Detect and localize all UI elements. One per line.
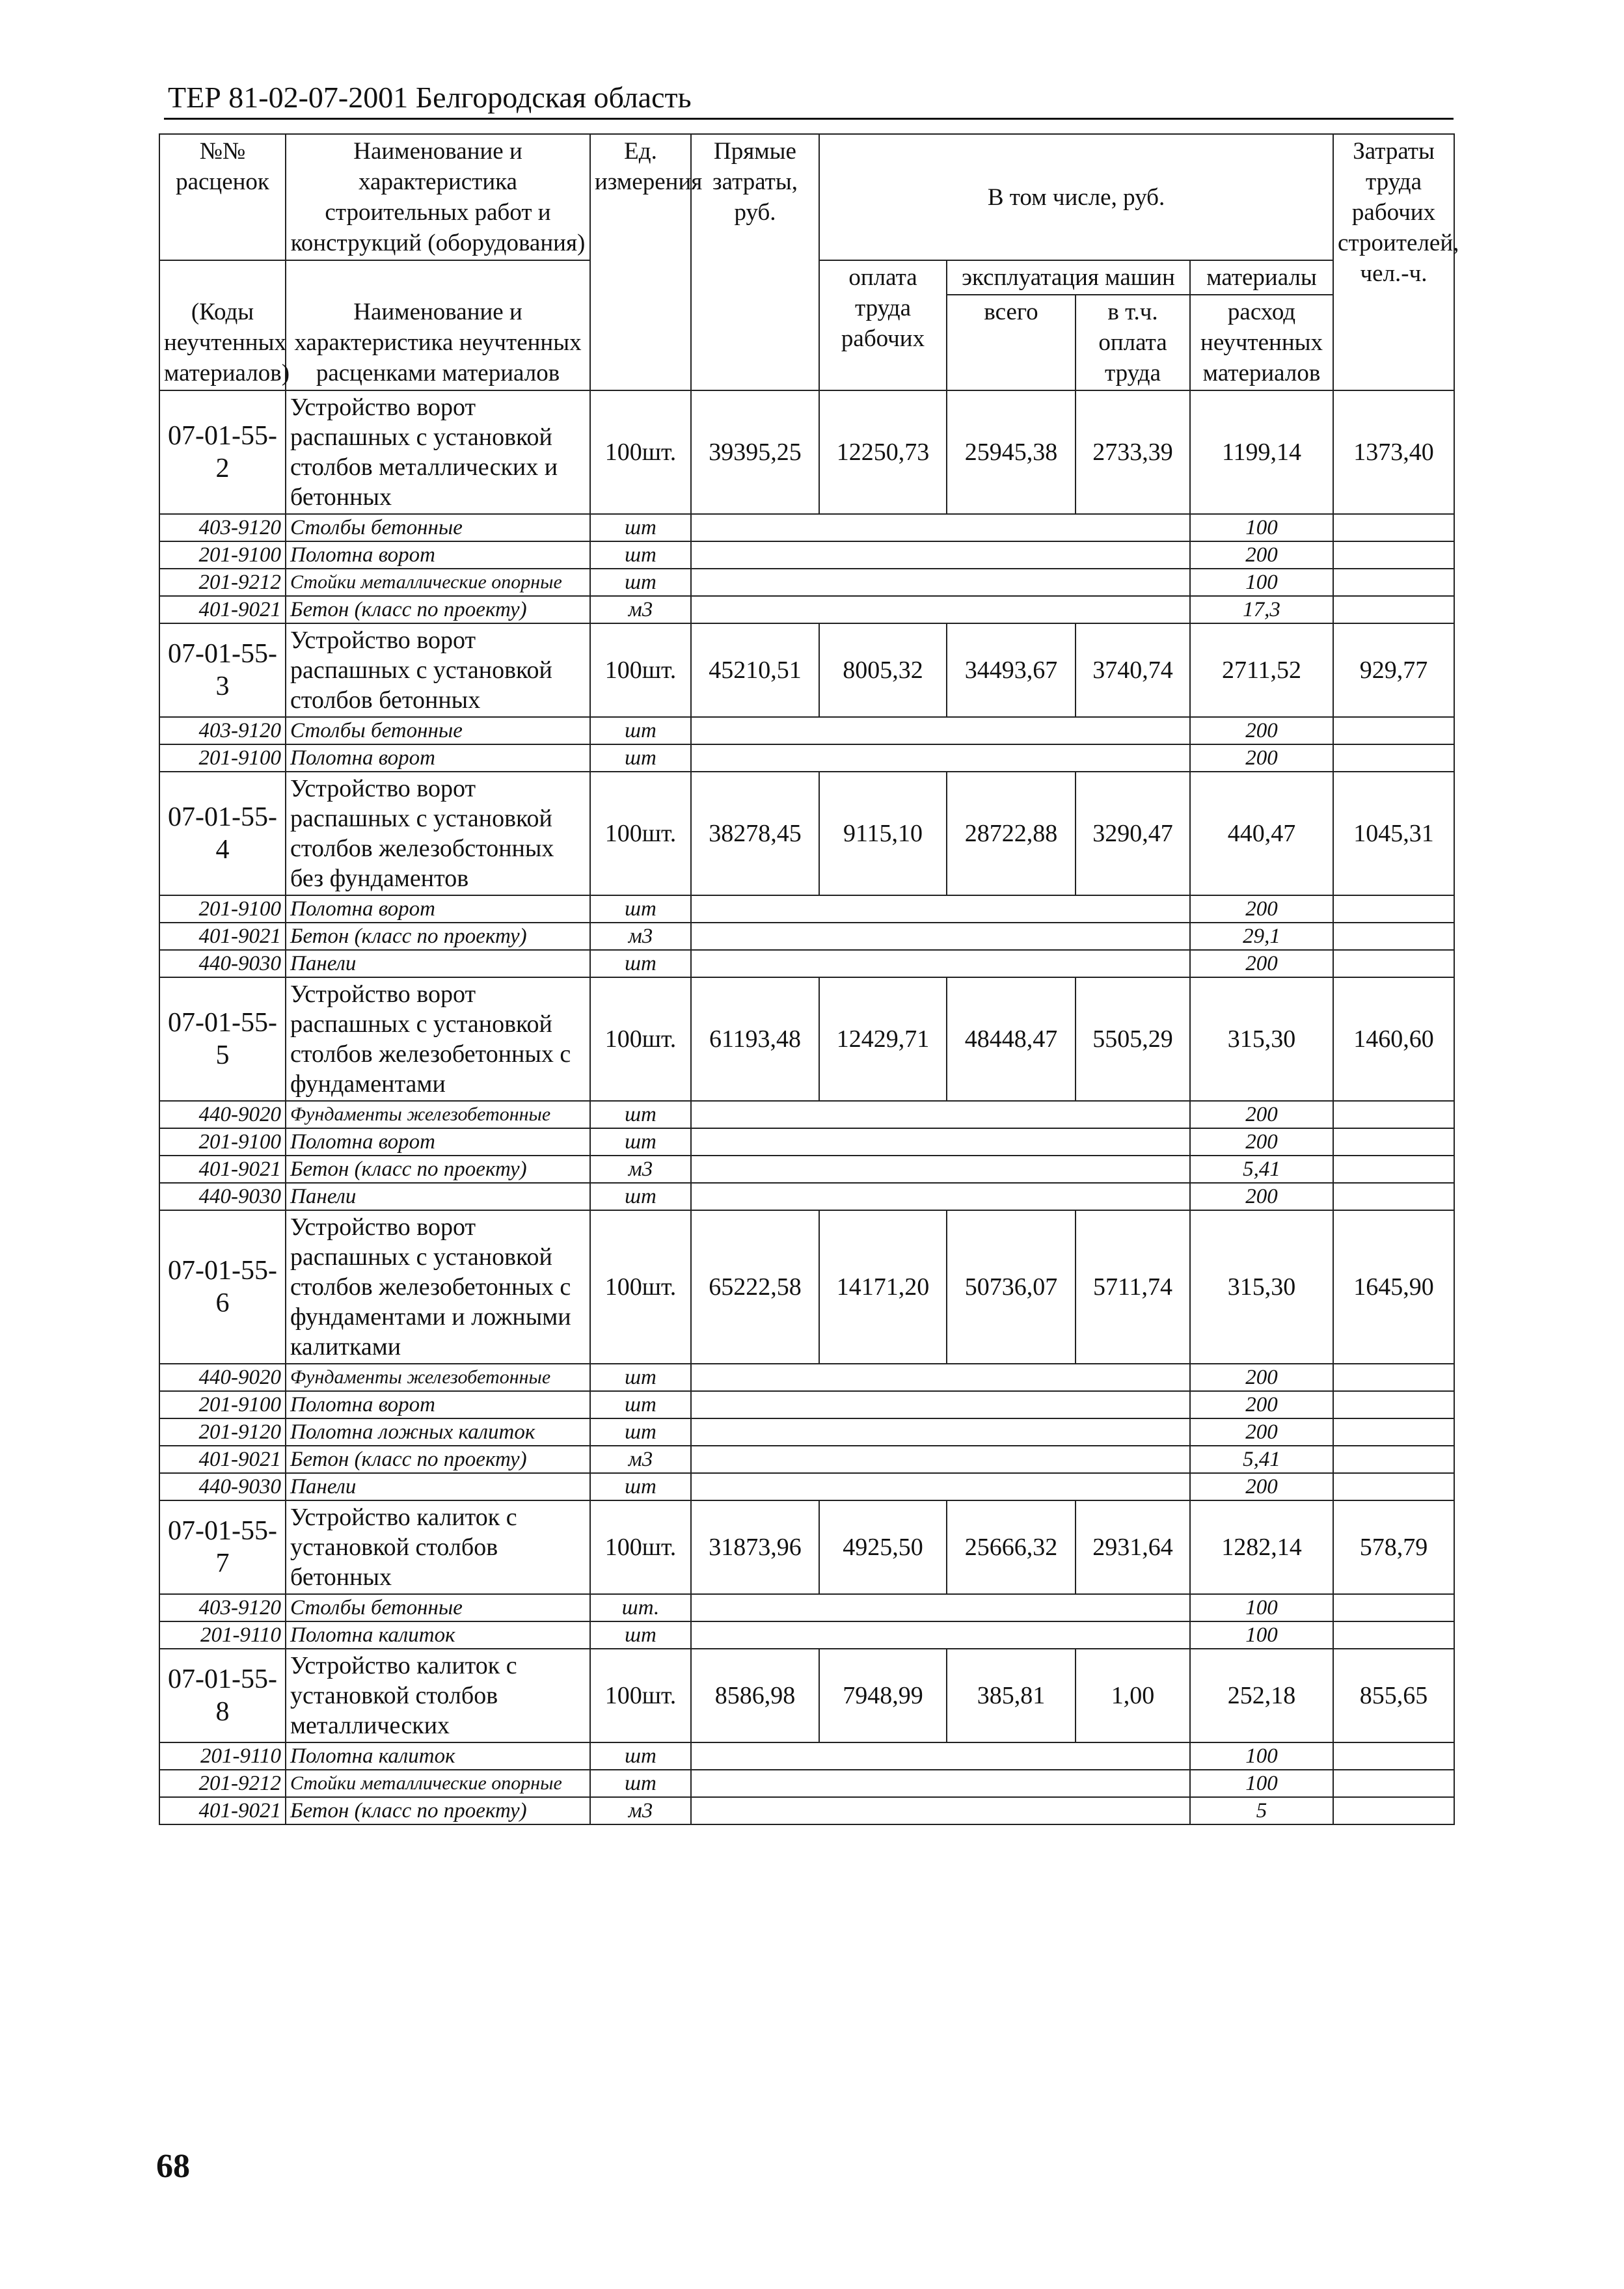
material-qty: 5 bbox=[1190, 1797, 1333, 1824]
work-name: Устройство ворот распашных с установкой столбов железобетонных с фундаментами bbox=[286, 977, 590, 1101]
rate-row bbox=[159, 1500, 1454, 1594]
machines-total: 48448,47 bbox=[947, 977, 1076, 1101]
material-hours-blank bbox=[1333, 1418, 1454, 1446]
material-code: 201-9212 bbox=[159, 1770, 286, 1797]
material-code: 201-9100 bbox=[159, 895, 286, 923]
material-qty: 100 bbox=[1190, 1594, 1333, 1621]
material-name: Полотна ворот bbox=[286, 1128, 590, 1156]
material-name: Полотна ворот bbox=[286, 1391, 590, 1418]
material-unit: шт bbox=[590, 1183, 691, 1210]
work-name: Устройство калиток с установкой столбов металлических bbox=[286, 1649, 590, 1742]
material-row bbox=[159, 1101, 1454, 1128]
material-code: 403-9120 bbox=[159, 514, 286, 541]
material-blank bbox=[691, 744, 1190, 772]
rate-code: 07-01-55-2 bbox=[159, 390, 286, 514]
material-unit: шт bbox=[590, 950, 691, 977]
material-blank bbox=[691, 1183, 1190, 1210]
header-name: Наименование и характеристика строительных работ и конструкций (оборудования) bbox=[286, 134, 590, 260]
material-unit: м3 bbox=[590, 1156, 691, 1183]
machines-wage: 2931,64 bbox=[1076, 1500, 1190, 1594]
material-code: 440-9030 bbox=[159, 1183, 286, 1210]
labor-hours: 1373,40 bbox=[1333, 390, 1454, 514]
material-unit: шт bbox=[590, 895, 691, 923]
material-blank bbox=[691, 1621, 1190, 1649]
material-hours-blank bbox=[1333, 1594, 1454, 1621]
header-including: В том числе, руб. bbox=[819, 134, 1333, 260]
unit: 100шт. bbox=[590, 1649, 691, 1742]
header-machines-total: всего bbox=[947, 295, 1076, 390]
material-unit: шт bbox=[590, 744, 691, 772]
header-code: №№ расценок bbox=[159, 134, 286, 260]
material-unit: шт bbox=[590, 1391, 691, 1418]
material-code: 440-9020 bbox=[159, 1101, 286, 1128]
material-qty: 200 bbox=[1190, 1128, 1333, 1156]
material-qty: 17,3 bbox=[1190, 596, 1333, 623]
material-hours-blank bbox=[1333, 1446, 1454, 1473]
material-blank bbox=[691, 541, 1190, 569]
material-blank bbox=[691, 895, 1190, 923]
material-row bbox=[159, 1770, 1454, 1797]
material-blank bbox=[691, 596, 1190, 623]
material-row bbox=[159, 596, 1454, 623]
direct-costs: 65222,58 bbox=[691, 1210, 819, 1364]
material-name: Стойки металлические опорные bbox=[286, 1770, 590, 1797]
material-blank bbox=[691, 514, 1190, 541]
material-code: 201-9110 bbox=[159, 1621, 286, 1649]
material-qty: 200 bbox=[1190, 950, 1333, 977]
material-unit: шт bbox=[590, 1770, 691, 1797]
direct-costs: 45210,51 bbox=[691, 623, 819, 717]
material-hours-blank bbox=[1333, 1770, 1454, 1797]
material-hours-blank bbox=[1333, 514, 1454, 541]
material-qty: 200 bbox=[1190, 1183, 1333, 1210]
material-row bbox=[159, 514, 1454, 541]
material-row bbox=[159, 1128, 1454, 1156]
material-code: 403-9120 bbox=[159, 717, 286, 744]
unit: 100шт. bbox=[590, 977, 691, 1101]
materials-cost: 2711,52 bbox=[1190, 623, 1333, 717]
machines-total: 34493,67 bbox=[947, 623, 1076, 717]
material-name: Столбы бетонные bbox=[286, 514, 590, 541]
material-row bbox=[159, 1594, 1454, 1621]
material-blank bbox=[691, 1391, 1190, 1418]
material-code: 401-9021 bbox=[159, 1156, 286, 1183]
materials-cost: 1282,14 bbox=[1190, 1500, 1333, 1594]
material-code: 201-9110 bbox=[159, 1742, 286, 1770]
material-unit: шт bbox=[590, 1101, 691, 1128]
material-qty: 29,1 bbox=[1190, 923, 1333, 950]
labor-cost: 7948,99 bbox=[819, 1649, 947, 1742]
material-blank bbox=[691, 1128, 1190, 1156]
material-qty: 5,41 bbox=[1190, 1156, 1333, 1183]
material-row bbox=[159, 1797, 1454, 1824]
material-name: Полотна ложных калиток bbox=[286, 1418, 590, 1446]
material-blank bbox=[691, 1156, 1190, 1183]
material-unit: м3 bbox=[590, 1446, 691, 1473]
header-unit: Ед. измерения bbox=[590, 134, 691, 390]
header-materials: материалы bbox=[1190, 260, 1333, 295]
material-unit: шт bbox=[590, 1128, 691, 1156]
labor-hours: 578,79 bbox=[1333, 1500, 1454, 1594]
material-unit: шт bbox=[590, 569, 691, 596]
material-name: Столбы бетонные bbox=[286, 717, 590, 744]
header-labor-cost: оплата труда рабочих bbox=[819, 260, 947, 390]
material-qty: 200 bbox=[1190, 1364, 1333, 1391]
materials-cost: 315,30 bbox=[1190, 977, 1333, 1101]
material-hours-blank bbox=[1333, 895, 1454, 923]
material-name: Бетон (класс по проекту) bbox=[286, 1797, 590, 1824]
material-name: Бетон (класс по проекту) bbox=[286, 1156, 590, 1183]
material-hours-blank bbox=[1333, 596, 1454, 623]
machines-total: 385,81 bbox=[947, 1649, 1076, 1742]
material-hours-blank bbox=[1333, 1742, 1454, 1770]
material-unit: шт. bbox=[590, 1594, 691, 1621]
material-hours-blank bbox=[1333, 1391, 1454, 1418]
header-material-name: Наименование и характеристика неучтенных расценками материалов bbox=[286, 260, 590, 390]
material-blank bbox=[691, 1364, 1190, 1391]
material-code: 201-9100 bbox=[159, 541, 286, 569]
material-row bbox=[159, 895, 1454, 923]
material-blank bbox=[691, 717, 1190, 744]
materials-cost: 315,30 bbox=[1190, 1210, 1333, 1364]
rate-code: 07-01-55-7 bbox=[159, 1500, 286, 1594]
material-qty: 200 bbox=[1190, 717, 1333, 744]
material-hours-blank bbox=[1333, 717, 1454, 744]
material-name: Бетон (класс по проекту) bbox=[286, 923, 590, 950]
material-code: 401-9021 bbox=[159, 1797, 286, 1824]
materials-cost: 440,47 bbox=[1190, 772, 1333, 895]
material-blank bbox=[691, 1446, 1190, 1473]
machines-total: 28722,88 bbox=[947, 772, 1076, 895]
material-qty: 100 bbox=[1190, 1770, 1333, 1797]
material-row bbox=[159, 1391, 1454, 1418]
material-code: 403-9120 bbox=[159, 1594, 286, 1621]
material-name: Бетон (класс по проекту) bbox=[286, 1446, 590, 1473]
material-qty: 100 bbox=[1190, 569, 1333, 596]
material-name: Полотна калиток bbox=[286, 1621, 590, 1649]
material-name: Фундаменты железобетонные bbox=[286, 1364, 590, 1391]
material-qty: 100 bbox=[1190, 1742, 1333, 1770]
price-table bbox=[159, 133, 1459, 1825]
rate-code: 07-01-55-8 bbox=[159, 1649, 286, 1742]
material-qty: 200 bbox=[1190, 1101, 1333, 1128]
labor-cost: 12429,71 bbox=[819, 977, 947, 1101]
rate-row bbox=[159, 977, 1454, 1101]
material-unit: шт bbox=[590, 1418, 691, 1446]
machines-wage: 5505,29 bbox=[1076, 977, 1190, 1101]
material-unit: м3 bbox=[590, 923, 691, 950]
materials-cost: 252,18 bbox=[1190, 1649, 1333, 1742]
page-header: ТЕР 81-02-07-2001 Белгородская область bbox=[168, 81, 692, 114]
material-code: 401-9021 bbox=[159, 923, 286, 950]
rate-code: 07-01-55-4 bbox=[159, 772, 286, 895]
material-row bbox=[159, 1364, 1454, 1391]
materials-cost: 1199,14 bbox=[1190, 390, 1333, 514]
machines-total: 50736,07 bbox=[947, 1210, 1076, 1364]
rate-row bbox=[159, 772, 1454, 895]
material-unit: м3 bbox=[590, 596, 691, 623]
work-name: Устройство ворот распашных с установкой столбов бетонных bbox=[286, 623, 590, 717]
work-name: Устройство ворот распашных с установкой столбов металлических и бетонных bbox=[286, 390, 590, 514]
material-hours-blank bbox=[1333, 1364, 1454, 1391]
material-code: 201-9100 bbox=[159, 1391, 286, 1418]
material-qty: 100 bbox=[1190, 1621, 1333, 1649]
material-hours-blank bbox=[1333, 923, 1454, 950]
material-unit: шт bbox=[590, 541, 691, 569]
material-blank bbox=[691, 950, 1190, 977]
work-name: Устройство калиток с установкой столбов бетонных bbox=[286, 1500, 590, 1594]
material-row bbox=[159, 950, 1454, 977]
material-blank bbox=[691, 1101, 1190, 1128]
material-name: Полотна ворот bbox=[286, 744, 590, 772]
material-hours-blank bbox=[1333, 1156, 1454, 1183]
labor-hours: 1045,31 bbox=[1333, 772, 1454, 895]
material-qty: 200 bbox=[1190, 1391, 1333, 1418]
material-row bbox=[159, 717, 1454, 744]
material-row bbox=[159, 923, 1454, 950]
material-blank bbox=[691, 1473, 1190, 1500]
material-name: Полотна ворот bbox=[286, 895, 590, 923]
material-name: Фундаменты железобетонные bbox=[286, 1101, 590, 1128]
rate-code: 07-01-55-5 bbox=[159, 977, 286, 1101]
material-code: 440-9020 bbox=[159, 1364, 286, 1391]
unit: 100шт. bbox=[590, 623, 691, 717]
machines-wage: 3290,47 bbox=[1076, 772, 1190, 895]
material-blank bbox=[691, 1594, 1190, 1621]
material-name: Панели bbox=[286, 950, 590, 977]
direct-costs: 38278,45 bbox=[691, 772, 819, 895]
page-number: 68 bbox=[156, 2148, 190, 2185]
material-hours-blank bbox=[1333, 1473, 1454, 1500]
direct-costs: 8586,98 bbox=[691, 1649, 819, 1742]
unit: 100шт. bbox=[590, 1500, 691, 1594]
labor-cost: 9115,10 bbox=[819, 772, 947, 895]
machines-wage: 3740,74 bbox=[1076, 623, 1190, 717]
material-qty: 200 bbox=[1190, 541, 1333, 569]
labor-hours: 1460,60 bbox=[1333, 977, 1454, 1101]
material-blank bbox=[691, 1797, 1190, 1824]
material-qty: 200 bbox=[1190, 895, 1333, 923]
material-unit: м3 bbox=[590, 1797, 691, 1824]
header-labor-hours: Затраты труда рабочих строителей, чел.-ч. bbox=[1333, 134, 1454, 390]
material-name: Панели bbox=[286, 1473, 590, 1500]
price-table-body bbox=[159, 134, 1459, 1824]
material-name: Бетон (класс по проекту) bbox=[286, 596, 590, 623]
material-row bbox=[159, 1446, 1454, 1473]
header-material-qty: расход неучтенных материалов bbox=[1190, 295, 1333, 390]
header-row-1 bbox=[159, 134, 1454, 260]
material-blank bbox=[691, 1742, 1190, 1770]
material-unit: шт bbox=[590, 1742, 691, 1770]
material-name: Столбы бетонные bbox=[286, 1594, 590, 1621]
material-code: 201-9100 bbox=[159, 1128, 286, 1156]
material-code: 201-9100 bbox=[159, 744, 286, 772]
material-row bbox=[159, 1621, 1454, 1649]
rate-row bbox=[159, 1210, 1454, 1364]
rate-row bbox=[159, 623, 1454, 717]
material-name: Панели bbox=[286, 1183, 590, 1210]
material-code: 440-9030 bbox=[159, 1473, 286, 1500]
labor-hours: 929,77 bbox=[1333, 623, 1454, 717]
header-rule bbox=[164, 118, 1454, 120]
material-hours-blank bbox=[1333, 1621, 1454, 1649]
material-row bbox=[159, 744, 1454, 772]
rate-code: 07-01-55-6 bbox=[159, 1210, 286, 1364]
machines-wage: 2733,39 bbox=[1076, 390, 1190, 514]
material-qty: 5,41 bbox=[1190, 1446, 1333, 1473]
material-blank bbox=[691, 1770, 1190, 1797]
labor-hours: 1645,90 bbox=[1333, 1210, 1454, 1364]
header-material-code: (Коды неучтенных материалов) bbox=[159, 260, 286, 390]
machines-wage: 5711,74 bbox=[1076, 1210, 1190, 1364]
material-hours-blank bbox=[1333, 569, 1454, 596]
material-name: Полотна ворот bbox=[286, 541, 590, 569]
material-unit: шт bbox=[590, 514, 691, 541]
material-blank bbox=[691, 569, 1190, 596]
material-row bbox=[159, 1156, 1454, 1183]
labor-cost: 4925,50 bbox=[819, 1500, 947, 1594]
material-code: 401-9021 bbox=[159, 596, 286, 623]
material-hours-blank bbox=[1333, 1101, 1454, 1128]
material-qty: 100 bbox=[1190, 514, 1333, 541]
material-unit: шт bbox=[590, 1621, 691, 1649]
labor-cost: 14171,20 bbox=[819, 1210, 947, 1364]
direct-costs: 39395,25 bbox=[691, 390, 819, 514]
material-row bbox=[159, 541, 1454, 569]
direct-costs: 31873,96 bbox=[691, 1500, 819, 1594]
material-hours-blank bbox=[1333, 1128, 1454, 1156]
material-code: 201-9212 bbox=[159, 569, 286, 596]
work-name: Устройство ворот распашных с установкой столбов железобетонных с фундаментами и ложными калитками bbox=[286, 1210, 590, 1364]
material-hours-blank bbox=[1333, 1183, 1454, 1210]
rate-row bbox=[159, 390, 1454, 514]
header-direct-costs: Прямые затраты, руб. bbox=[691, 134, 819, 390]
material-row bbox=[159, 569, 1454, 596]
machines-total: 25666,32 bbox=[947, 1500, 1076, 1594]
unit: 100шт. bbox=[590, 1210, 691, 1364]
material-code: 440-9030 bbox=[159, 950, 286, 977]
header-machines: эксплуатация машин bbox=[947, 260, 1190, 295]
material-code: 401-9021 bbox=[159, 1446, 286, 1473]
material-name: Полотна калиток bbox=[286, 1742, 590, 1770]
material-row bbox=[159, 1183, 1454, 1210]
material-hours-blank bbox=[1333, 950, 1454, 977]
material-code: 201-9120 bbox=[159, 1418, 286, 1446]
material-row bbox=[159, 1418, 1454, 1446]
material-blank bbox=[691, 923, 1190, 950]
material-blank bbox=[691, 1418, 1190, 1446]
material-unit: шт bbox=[590, 1473, 691, 1500]
material-name: Стойки металлические опорные bbox=[286, 569, 590, 596]
work-name: Устройство ворот распашных с установкой столбов железобстонных без фундаментов bbox=[286, 772, 590, 895]
material-unit: шт bbox=[590, 1364, 691, 1391]
material-row bbox=[159, 1742, 1454, 1770]
direct-costs: 61193,48 bbox=[691, 977, 819, 1101]
material-hours-blank bbox=[1333, 1797, 1454, 1824]
material-qty: 200 bbox=[1190, 1418, 1333, 1446]
material-unit: шт bbox=[590, 717, 691, 744]
rate-row bbox=[159, 1649, 1454, 1742]
unit: 100шт. bbox=[590, 390, 691, 514]
material-hours-blank bbox=[1333, 744, 1454, 772]
machines-wage: 1,00 bbox=[1076, 1649, 1190, 1742]
unit: 100шт. bbox=[590, 772, 691, 895]
material-qty: 200 bbox=[1190, 744, 1333, 772]
labor-cost: 12250,73 bbox=[819, 390, 947, 514]
material-qty: 200 bbox=[1190, 1473, 1333, 1500]
header-machines-wage: в т.ч. оплата труда bbox=[1076, 295, 1190, 390]
labor-hours: 855,65 bbox=[1333, 1649, 1454, 1742]
material-hours-blank bbox=[1333, 541, 1454, 569]
labor-cost: 8005,32 bbox=[819, 623, 947, 717]
material-row bbox=[159, 1473, 1454, 1500]
machines-total: 25945,38 bbox=[947, 390, 1076, 514]
rate-code: 07-01-55-3 bbox=[159, 623, 286, 717]
